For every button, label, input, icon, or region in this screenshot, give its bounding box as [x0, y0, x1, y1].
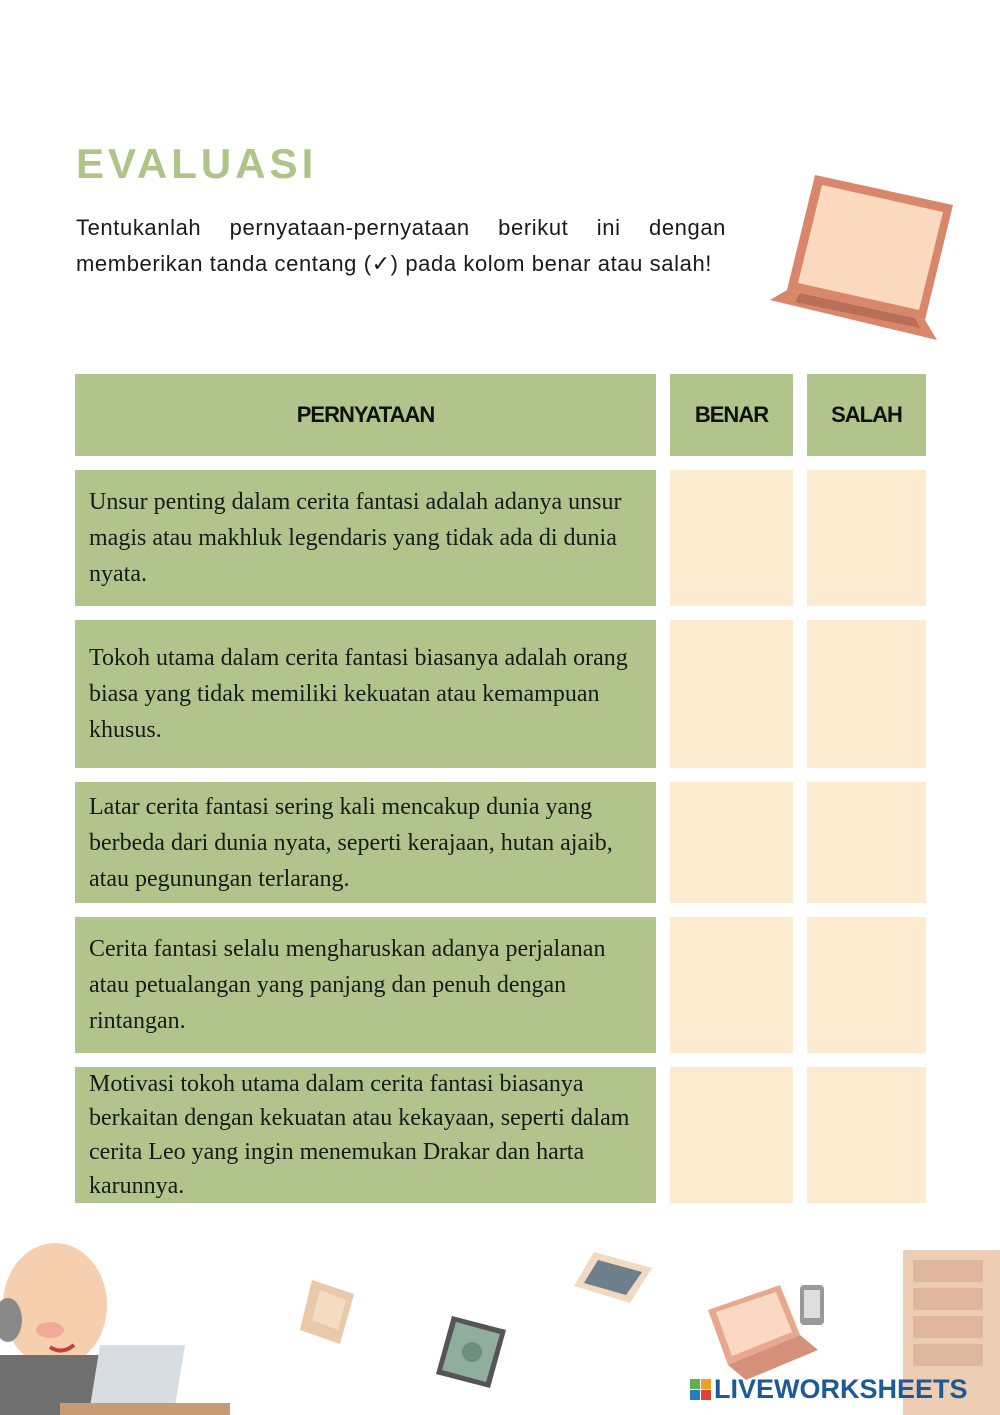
brand-name: LIVEWORKSHEETS: [714, 1374, 968, 1404]
liveworksheets-brand: [690, 1374, 968, 1405]
laptop-phone-illustration: [700, 1280, 840, 1380]
header-statement: PERNYATAAN: [75, 374, 656, 456]
answer-true-3[interactable]: [670, 782, 793, 903]
answer-true-5[interactable]: [670, 1067, 793, 1203]
answer-false-1[interactable]: [807, 470, 926, 606]
instruction-text: Tentukanlah pernyataan-pernyataan berikut ini dengan memberikan tanda centang (✓) pada kolom benar atau salah!: [76, 215, 726, 276]
header-false: SALAH: [807, 374, 926, 456]
statement-5: Motivasi tokoh utama dalam cerita fantasi biasanya berkaitan dengan kekuatan atau kekayaan, seperti dalam cerita Leo yang ingin menemukan Drakar dan harta karunnya.: [75, 1067, 656, 1203]
answer-false-4[interactable]: [807, 917, 926, 1053]
statement-3: Latar cerita fantasi sering kali mencakup dunia yang berbeda dari dunia nyata, seperti kerajaan, hutan ajaib, atau pegunungan terlarang.: [75, 782, 656, 903]
smartphone-illustration: [432, 1312, 512, 1392]
answer-true-1[interactable]: [670, 470, 793, 606]
answer-true-4[interactable]: [670, 917, 793, 1053]
page-title: EVALUASI: [76, 140, 318, 187]
tablet-illustration: [572, 1250, 654, 1305]
answer-false-3[interactable]: [807, 782, 926, 903]
answer-true-2[interactable]: [670, 620, 793, 768]
statement-4: Cerita fantasi selalu mengharuskan adanya perjalanan atau petualangan yang panjang dan penuh dengan rintangan.: [75, 917, 656, 1053]
answer-false-5[interactable]: [807, 1067, 926, 1203]
header-true: BENAR: [670, 374, 793, 456]
old-man-laptop-illustration: [0, 1235, 230, 1415]
statement-1: Unsur penting dalam cerita fantasi adalah adanya unsur magis atau makhluk legendaris yang tidak ada di dunia nyata.: [75, 470, 656, 606]
ssd-illustration: [298, 1278, 356, 1346]
laptop-illustration: [765, 170, 960, 350]
liveworksheets-logo-icon: [690, 1379, 711, 1400]
answer-false-2[interactable]: [807, 620, 926, 768]
statement-2: Tokoh utama dalam cerita fantasi biasanya adalah orang biasa yang tidak memiliki kekuatan atau kemampuan khusus.: [75, 620, 656, 768]
